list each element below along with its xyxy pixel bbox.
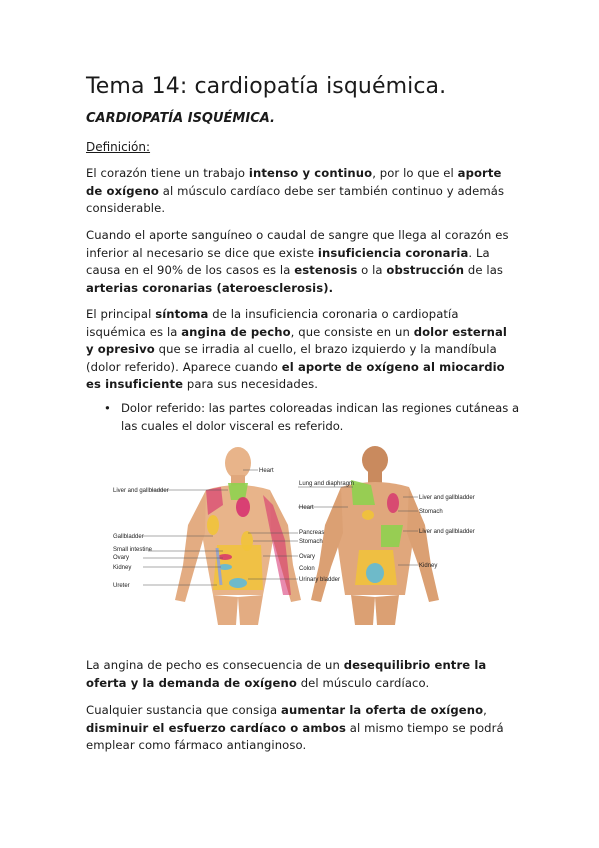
paragraph-desequilibrio: La angina de pecho es consecuencia de un desequilibrio entre la oferta y la demanda de oxígeno del músculo cardíaco. bbox=[86, 658, 487, 690]
section-heading: CARDIOPATÍA ISQUÉMICA. bbox=[86, 111, 275, 126]
paragraph-sintoma: El principal síntoma de la insuficiencia coronaria o cardiopatía isquémica es la angina de pecho, que consiste en un dolor esternal y opresivo que se irradia al cuello, el brazo izquierdo y la mandíbula (dolor referido). Aparece cuando el aporte de oxígeno al miocardio es insuficiente para sus necesidades. bbox=[86, 307, 507, 391]
label-urinary: Urinary bladder bbox=[299, 577, 341, 583]
paragraph-insuficiencia: Cuando el aporte sanguíneo o caudal de sangre que llega al corazón es inferior al necesario se dice que existe insuficiencia coronaria. La causa en el 90% de los casos es la estenosis o la obstrucción de las arterias coronarias (ateroesclerosis). bbox=[86, 228, 509, 295]
referred-pain-figure bbox=[113, 445, 483, 625]
label-ureter: Ureter bbox=[113, 583, 130, 589]
label-back-liver: Liver and gallbladder bbox=[419, 495, 475, 501]
label-back-stomach: Stomach bbox=[419, 509, 443, 515]
bullet-dot-icon: • bbox=[104, 401, 111, 415]
label-pancreas: Pancreas bbox=[299, 530, 325, 536]
label-back-kidney: Kidney bbox=[419, 563, 438, 569]
bullet-text: Dolor referido: las partes coloreadas indican las regiones cutáneas a las cuales el dolor visceral es referido. bbox=[121, 401, 520, 433]
label-kidney: Kidney bbox=[113, 565, 132, 571]
label-gallbladder: Gallbladder bbox=[113, 534, 144, 540]
label-stomach: Stomach bbox=[299, 539, 323, 545]
label-back-liver-2: Liver and gallbladder bbox=[419, 529, 475, 535]
label-small-intestine: Small intestine bbox=[113, 547, 153, 553]
paragraph-definition: El corazón tiene un trabajo intenso y continuo, por lo que el aporte de oxígeno al músculo cardíaco debe ser también continuo y además considerable. bbox=[86, 166, 505, 215]
label-ovary: Ovary bbox=[113, 555, 130, 561]
page-title: Tema 14: cardiopatía isquémica. bbox=[86, 74, 447, 99]
label-ovary-2: Ovary bbox=[299, 554, 316, 560]
definition-label: Definición: bbox=[86, 140, 151, 154]
back-body bbox=[311, 446, 439, 625]
label-colon: Colon bbox=[299, 566, 315, 572]
paragraph-farmaco: Cualquier sustancia que consiga aumentar la oferta de oxígeno, disminuir el esfuerzo cardíaco o ambos al mismo tiempo se podrá emplear como fármaco antianginoso. bbox=[86, 703, 504, 752]
label-liver: Liver and gallbladder bbox=[113, 488, 169, 494]
label-heart: Heart bbox=[259, 468, 274, 474]
label-heart-2: Heart bbox=[299, 505, 314, 511]
label-lung: Lung and diaphragm bbox=[299, 481, 355, 487]
